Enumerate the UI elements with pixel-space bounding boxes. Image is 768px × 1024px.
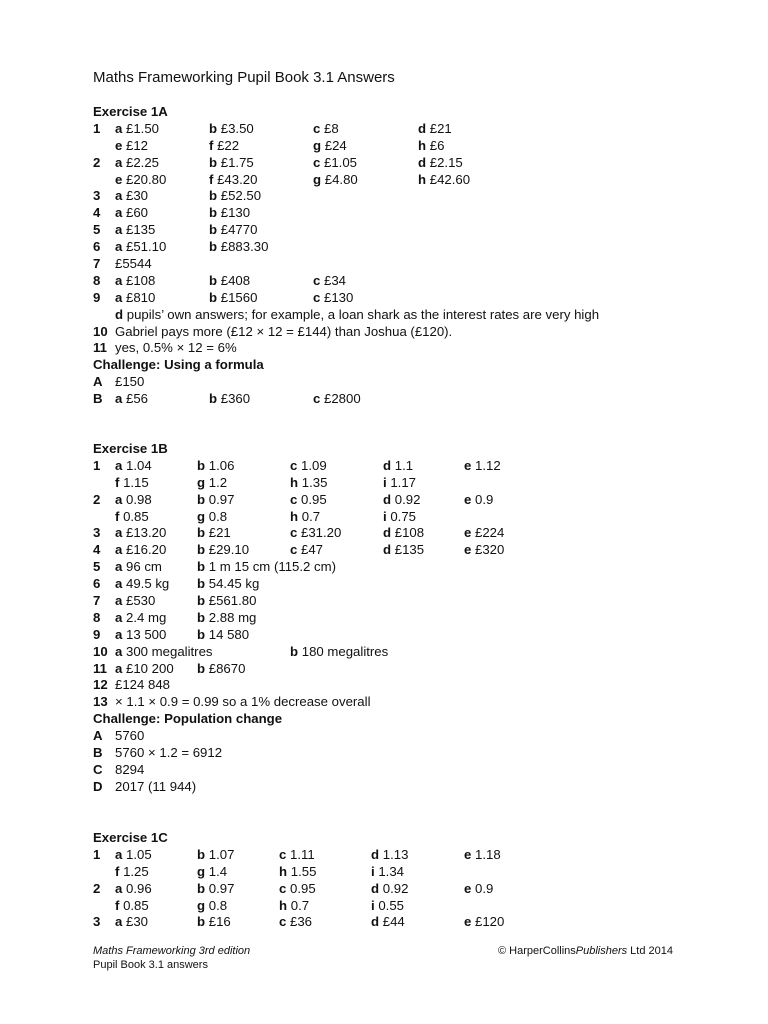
- answer-row: [93, 880, 494, 898]
- answer-part: d 1.13: [371, 846, 409, 862]
- answer-part: b £408: [209, 272, 251, 288]
- answer-part: h 0.7: [279, 897, 310, 913]
- answer-part: c £8: [313, 120, 339, 136]
- answer-part: d £2.15: [418, 154, 463, 170]
- question-number: 13: [93, 694, 108, 710]
- answer-part: £124 848: [115, 677, 171, 693]
- answer-part: g 1.4: [197, 863, 228, 879]
- answer-part: a 49.5 kg: [115, 576, 170, 592]
- answer-row: [93, 239, 269, 256]
- challenge-heading: Challenge: Using a formula: [93, 357, 264, 373]
- answer-part: c £47: [290, 542, 324, 558]
- answer-part: a £2.25: [115, 154, 160, 170]
- answer-part: g £24: [313, 137, 347, 153]
- question-number: 2: [93, 154, 101, 170]
- answer-part: a £13.20: [115, 525, 167, 541]
- answer-part: a 2.4 mg: [115, 609, 167, 625]
- answer-part: 8294: [115, 761, 145, 777]
- question-number: 1: [93, 457, 101, 473]
- answer-part: b £4770: [209, 222, 258, 238]
- answer-part: a £30: [115, 188, 149, 204]
- answer-part: b £360: [209, 391, 251, 407]
- answer-part: b £21: [197, 525, 231, 541]
- answer-part: e £224: [464, 525, 505, 541]
- answer-part: c £1.05: [313, 154, 358, 170]
- answer-row: [93, 474, 416, 492]
- answer-row: [93, 627, 282, 644]
- answer-part: b £8670: [197, 660, 246, 676]
- answer-part: a 96 cm: [115, 559, 162, 575]
- question-number: 6: [93, 576, 101, 592]
- answer-row: [93, 289, 354, 307]
- answer-row: [93, 897, 404, 915]
- answer-part: g 0.8: [197, 897, 228, 913]
- section-heading: Exercise 1C: [93, 830, 168, 845]
- exercise-1a: [93, 104, 600, 408]
- question-number: 4: [93, 542, 101, 558]
- answer-part: c 0.95: [290, 491, 327, 507]
- section-heading: Exercise 1B: [93, 441, 168, 456]
- question-number: B: [93, 391, 103, 407]
- answer-row: [93, 137, 445, 155]
- answer-part: £5544: [115, 256, 152, 272]
- answer-part: a £530: [115, 593, 156, 609]
- answer-part: c £34: [313, 272, 347, 288]
- answer-part: a £30: [115, 914, 149, 930]
- challenge-heading: Challenge: Population change: [93, 711, 283, 727]
- answer-part: d £135: [383, 542, 425, 558]
- question-number: 5: [93, 559, 101, 575]
- answer-row: [93, 171, 471, 189]
- answer-part: e 0.9: [464, 491, 494, 507]
- answer-part: 2017 (11 944): [115, 778, 197, 794]
- answer-part: c 0.95: [279, 880, 316, 896]
- answer-row: [93, 340, 264, 357]
- question-number: 7: [93, 256, 101, 272]
- answer-row: [93, 508, 416, 526]
- answer-row: [93, 120, 452, 138]
- answer-part: a £51.10: [115, 239, 167, 255]
- answer-part: a £60: [115, 205, 149, 221]
- answer-part: £150: [115, 374, 145, 390]
- question-number: 12: [93, 677, 108, 693]
- answer-part: c 1.09: [290, 457, 327, 473]
- answer-part: b £29.10: [197, 542, 250, 558]
- answer-part: i 1.17: [383, 474, 416, 490]
- answer-part: a 1.04: [115, 457, 152, 473]
- answer-part: e £120: [464, 914, 505, 930]
- question-number: 3: [93, 525, 101, 541]
- question-number: 2: [93, 880, 101, 896]
- answer-row: [93, 374, 264, 391]
- answer-part: Gabriel pays more (£12 × 12 = £144) than Joshua (£120).: [115, 323, 453, 339]
- question-number: D: [93, 778, 103, 794]
- answer-part: a £16.20: [115, 542, 167, 558]
- answer-part: d 0.92: [371, 880, 409, 896]
- footer-book: Pupil Book 3.1 answers: [93, 959, 208, 971]
- question-number: 8: [93, 609, 101, 625]
- answer-part: b 0.97: [197, 880, 235, 896]
- answer-row: [93, 154, 463, 172]
- answer-part: a 13 500: [115, 626, 167, 642]
- question-number: 7: [93, 593, 101, 609]
- answer-part: b 1 m 15 cm (115.2 cm): [197, 559, 337, 575]
- answer-row: [93, 576, 282, 593]
- question-number: 4: [93, 205, 101, 221]
- answer-part: 5760 × 1.2 = 6912: [115, 745, 223, 761]
- answer-part: f 0.85: [115, 897, 149, 913]
- answer-part: a 1.05: [115, 846, 152, 862]
- question-number: 9: [93, 626, 101, 642]
- answer-part: a 0.96: [115, 880, 152, 896]
- answer-row: [93, 661, 282, 678]
- answer-part: b 54.45 kg: [197, 576, 260, 592]
- question-number: A: [93, 728, 103, 744]
- answer-row: [93, 306, 600, 324]
- copyright-suffix: Ltd 2014: [627, 945, 673, 957]
- answer-part: b £561.80: [197, 593, 257, 609]
- answer-row: [93, 779, 282, 796]
- answer-row: [93, 728, 282, 745]
- answer-part: g 1.2: [197, 474, 228, 490]
- question-number: 11: [93, 660, 107, 676]
- answer-part: a £810: [115, 289, 156, 305]
- question-number: A: [93, 374, 103, 390]
- answer-part: h 1.35: [290, 474, 328, 490]
- footer-edition: Maths Frameworking 3rd edition: [93, 945, 251, 957]
- answer-part: f £22: [209, 137, 240, 153]
- answer-part: b 1.07: [197, 846, 235, 862]
- answer-part: b £883.30: [209, 239, 269, 255]
- answer-part: c 1.11: [279, 846, 315, 862]
- answer-row: [93, 542, 505, 559]
- answer-part: i 0.75: [383, 508, 416, 524]
- answer-part: c £2800: [313, 391, 361, 407]
- answer-part: f 1.15: [115, 474, 149, 490]
- answer-part: a £135: [115, 222, 156, 238]
- answer-part: a £108: [115, 272, 156, 288]
- question-number: 8: [93, 272, 101, 288]
- answer-part: a £56: [115, 391, 149, 407]
- answer-row: [93, 846, 501, 864]
- answer-part: b 180 megalitres: [290, 643, 389, 659]
- question-number: 2: [93, 491, 101, 507]
- answer-part: b 0.97: [197, 491, 235, 507]
- answer-part: d £21: [418, 120, 452, 136]
- answer-part: b £1.75: [209, 154, 254, 170]
- answer-part: c £36: [279, 914, 313, 930]
- footer-copyright: [498, 944, 673, 958]
- answer-row: [93, 457, 501, 475]
- copyright-prefix: © HarperCollins: [497, 945, 576, 957]
- answer-row: [93, 914, 505, 931]
- answer-part: i 1.34: [371, 863, 404, 879]
- answer-part: 5760: [115, 728, 145, 744]
- question-number: 10: [93, 643, 108, 659]
- answer-row: [93, 863, 404, 881]
- question-number: 11: [93, 340, 107, 356]
- answer-part: × 1.1 × 0.9 = 0.99 so a 1% decrease overall: [115, 694, 371, 710]
- answer-part: e £320: [464, 542, 505, 558]
- answer-part: b £52.50: [209, 188, 262, 204]
- answer-row: [93, 272, 347, 290]
- question-number: 1: [93, 120, 101, 136]
- answer-part: e £12: [115, 137, 149, 153]
- answer-row: [93, 745, 282, 762]
- answer-part: b 1.06: [197, 457, 235, 473]
- answer-row: [93, 677, 282, 694]
- answer-part: h £42.60: [418, 171, 471, 187]
- answer-part: a 0.98: [115, 491, 152, 507]
- answer-part: d £108: [383, 525, 425, 541]
- answer-row: [93, 694, 371, 711]
- answer-row: [93, 525, 505, 542]
- answer-part: i 0.55: [371, 897, 404, 913]
- answer-part: g £4.80: [313, 171, 358, 187]
- answer-row: [93, 610, 282, 627]
- answer-part: e 0.9: [464, 880, 494, 896]
- question-number: 1: [93, 846, 101, 862]
- answer-part: d £44: [371, 914, 405, 930]
- answer-row: [93, 222, 264, 239]
- answer-part: b 14 580: [197, 626, 250, 642]
- answer-part: e 1.18: [464, 846, 501, 862]
- answer-part: c £130: [313, 289, 354, 305]
- answer-part: h 1.55: [279, 863, 317, 879]
- answer-row: [93, 762, 282, 779]
- copyright-italic: Publishers: [575, 945, 628, 957]
- answer-row: [93, 593, 282, 610]
- answer-part: h £6: [418, 137, 445, 153]
- answer-part: e £20.80: [115, 171, 167, 187]
- question-number: 6: [93, 239, 101, 255]
- answer-row: [93, 559, 337, 576]
- answer-part: e 1.12: [464, 457, 501, 473]
- answer-part: b £130: [209, 205, 251, 221]
- question-number: C: [93, 761, 103, 777]
- answer-part: b £16: [197, 914, 231, 930]
- answer-part: d 0.92: [383, 491, 421, 507]
- question-number: 3: [93, 914, 101, 930]
- answer-part: yes, 0.5% × 12 = 6%: [115, 340, 237, 356]
- answer-row: [93, 323, 453, 341]
- question-number: 3: [93, 188, 101, 204]
- answer-part: h 0.7: [290, 508, 321, 524]
- question-number: 10: [93, 323, 108, 339]
- answer-row: [93, 391, 361, 408]
- answer-part: b 2.88 mg: [197, 609, 257, 625]
- answer-part: f 1.25: [115, 863, 149, 879]
- answer-part: f 0.85: [115, 508, 149, 524]
- answer-part: c £31.20: [290, 525, 342, 541]
- answer-row: [93, 491, 494, 509]
- answer-part: a £1.50: [115, 120, 160, 136]
- answer-part: d pupils’ own answers; for example, a loan shark as the interest rates are very high: [115, 306, 600, 322]
- question-number: 5: [93, 222, 101, 238]
- answer-part: a £10 200: [115, 660, 174, 676]
- answer-row: [93, 256, 264, 273]
- page-footer: [93, 944, 673, 972]
- question-number: 9: [93, 289, 101, 305]
- page-title: Maths Frameworking Pupil Book 3.1 Answers: [93, 69, 395, 86]
- answer-part: f £43.20: [209, 171, 258, 187]
- answer-part: d 1.1: [383, 457, 414, 473]
- answer-part: g 0.8: [197, 508, 228, 524]
- exercise-1b: [93, 441, 505, 796]
- question-number: B: [93, 745, 103, 761]
- answer-row: [93, 205, 264, 222]
- answer-row: [93, 643, 389, 661]
- exercise-1c: [93, 830, 505, 931]
- section-heading: Exercise 1A: [93, 104, 168, 119]
- answer-part: b £1560: [209, 289, 258, 305]
- answer-part: a 300 megalitres: [115, 643, 213, 659]
- answer-row: [93, 188, 264, 205]
- answer-part: b £3.50: [209, 120, 254, 136]
